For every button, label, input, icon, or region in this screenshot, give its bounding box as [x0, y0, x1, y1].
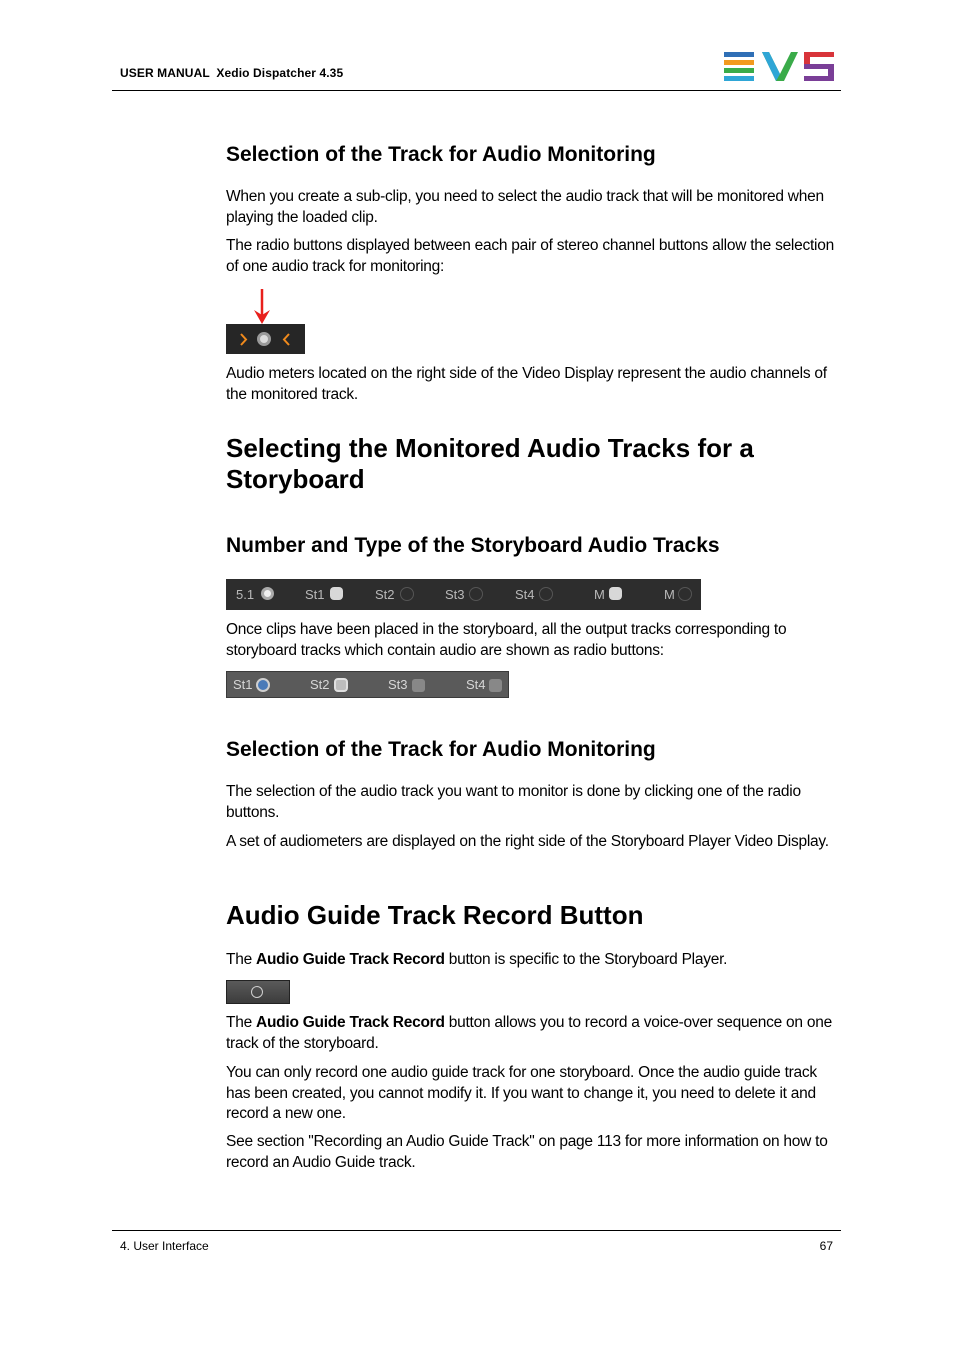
storyboard-track-bar — [226, 579, 701, 610]
header-title: USER MANUAL Xedio Dispatcher 4.35 — [120, 66, 344, 80]
track-radio-button[interactable] — [609, 587, 622, 600]
text: The — [226, 1014, 257, 1031]
track-label: St1 — [305, 587, 325, 602]
header-divider — [112, 90, 841, 91]
stereo-radio-strip — [226, 324, 305, 354]
subsection-heading: Selection of the Track for Audio Monitoring — [226, 738, 656, 761]
paragraph: When you create a sub-clip, you need to select the audio track that will be monitored when playing the loaded clip. — [226, 188, 824, 226]
text: button allows you to record a voice-over sequence on one track of the storyboard. — [226, 1014, 832, 1052]
track-radio-selected[interactable] — [261, 587, 274, 600]
radio-button[interactable] — [334, 678, 348, 692]
radio-label: St1 — [233, 677, 253, 692]
text: button is specific to the Storyboard Player. — [444, 951, 728, 968]
section-heading: Audio Guide Track Record Button — [226, 900, 644, 930]
subsection-heading: Number and Type of the Storyboard Audio Tracks — [226, 534, 720, 557]
track-radio-button[interactable] — [400, 587, 414, 601]
audio-guide-record-button[interactable] — [226, 980, 290, 1004]
track-radio-button[interactable] — [330, 587, 343, 600]
paragraph — [226, 1013, 844, 1054]
paragraph: You can only record one audio guide track for one storyboard. Once the audio guide track has been created, you cannot modify it. If you want to change it, you need to delete it and record a new one. — [226, 1064, 817, 1122]
left-channel-icon[interactable] — [239, 333, 249, 346]
radio-label: St2 — [310, 677, 330, 692]
radio-label: St3 — [388, 677, 408, 692]
paragraph: Audio meters located on the right side of the Video Display represent the audio channels of the monitored track. — [226, 365, 827, 403]
track-radio-button[interactable] — [539, 587, 553, 601]
section-heading: Selecting the Monitored Audio Tracks for a Storyboard — [226, 433, 754, 494]
radio-button[interactable] — [489, 679, 502, 692]
bold-term: Audio Guide Track Record — [256, 1014, 445, 1031]
footer-divider — [112, 1230, 841, 1231]
output-radio-bar — [226, 671, 509, 698]
paragraph — [226, 950, 844, 971]
paragraph: Once clips have been placed in the storyboard, all the output tracks corresponding to storyboard tracks which contain audio are shown as radio buttons: — [226, 621, 787, 659]
section-heading: Selection of the Track for Audio Monitoring — [226, 143, 656, 166]
paragraph: The radio buttons displayed between each pair of stereo channel buttons allow the selection of one audio track for monitoring: — [226, 237, 834, 275]
track-label: St4 — [515, 587, 535, 602]
evs-logo — [724, 52, 836, 82]
footer-chapter: 4. User Interface — [120, 1239, 209, 1253]
track-label: St2 — [375, 587, 395, 602]
paragraph: The selection of the audio track you want to monitor is done by clicking one of the radio buttons. — [226, 783, 801, 821]
page-number: 67 — [819, 1239, 833, 1253]
radio-selected[interactable] — [256, 678, 270, 692]
track-label: M — [664, 587, 675, 602]
paragraph: See section "Recording an Audio Guide Track" on page 113 for more information on how to record an Audio Guide track. — [226, 1133, 828, 1171]
red-arrow-icon — [252, 288, 272, 326]
radio-label: St4 — [466, 677, 486, 692]
monitor-radio-button[interactable] — [257, 332, 271, 346]
paragraph: A set of audiometers are displayed on the right side of the Storyboard Player Video Display. — [226, 833, 829, 850]
text: The — [226, 951, 257, 968]
bold-term: Audio Guide Track Record — [256, 951, 445, 968]
right-channel-icon[interactable] — [281, 333, 291, 346]
track-radio-button[interactable] — [469, 587, 483, 601]
record-icon — [251, 986, 263, 998]
track-radio-button[interactable] — [678, 587, 692, 601]
track-label: M — [594, 587, 605, 602]
track-label: St3 — [445, 587, 465, 602]
radio-button[interactable] — [412, 679, 425, 692]
track-label: 5.1 — [236, 587, 255, 602]
